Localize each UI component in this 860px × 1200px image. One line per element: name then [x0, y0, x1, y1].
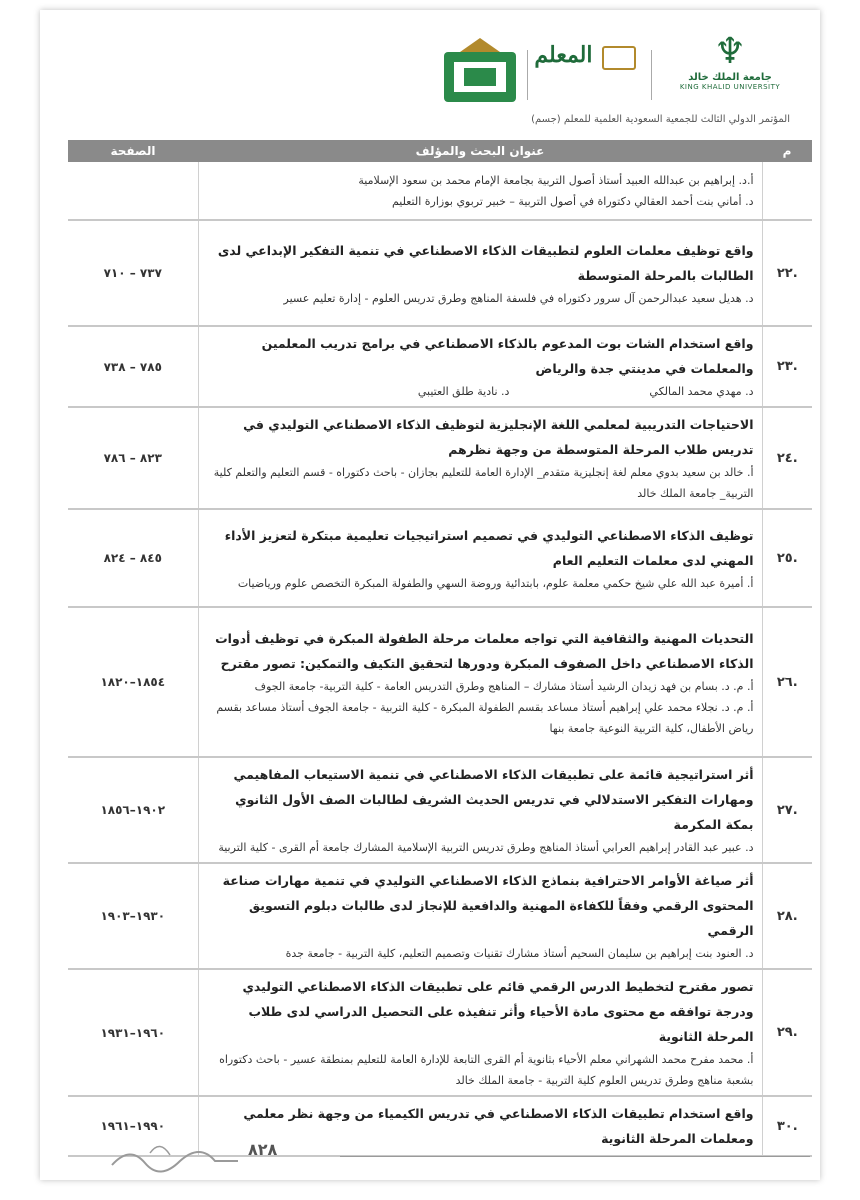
row-number: .٢٩ [762, 969, 812, 1096]
row-title: واقع استخدام تطبيقات الذكاء الاصطناعي في تدريس الكيمياء من وجهة نظر معلمي ومعلمات المرحلة الثانوية [243, 1106, 754, 1146]
row-author: أ. م. د. بسام بن فهد زيدان الرشيد أستاذ مشارك – المناهج وطرق التدريس العامة - كلية التربية- جامعة الجوف [254, 679, 754, 693]
row-number: .٢٢ [762, 220, 812, 326]
table-row [68, 326, 812, 407]
table-row [68, 162, 812, 220]
row-content [198, 1096, 762, 1156]
teacher-logo [530, 42, 640, 102]
row-number: .٢٤ [762, 407, 812, 509]
kku-name-en: KING KHALID UNIVERSITY [679, 83, 781, 91]
table-row [68, 509, 812, 607]
row-content [198, 863, 762, 969]
row-author: أ. م. د. نجلاء محمد علي إبراهيم أستاذ مساعد بقسم الطفولة المبكرة - كلية التربية - جامعة الجوف أستاذ مساعد بقسم رياض الأطفال، كلية التربية النوعية جامعة بنها [216, 700, 754, 735]
kku-name-ar: جامعة الملك خالد [688, 72, 772, 83]
row-number: .٢٣ [762, 326, 812, 407]
logo-divider [651, 50, 652, 100]
table-row [68, 969, 812, 1096]
row-title: واقع استخدام الشات بوت المدعوم بالذكاء الاصطناعي في برامج تدريب المعلمين والمعلمات في مدينتي جدة والرياض [261, 336, 754, 376]
column-header-page: الصفحة [68, 140, 198, 162]
row-pages: ١٩٩٠–١٩٦١ [68, 1096, 198, 1156]
calligraphy-ornament-icon [110, 1135, 240, 1175]
row-pages: ٨٤٥ – ٨٢٤ [68, 509, 198, 607]
table-row [68, 863, 812, 969]
row-author: د. نادية طلق العتيبي [417, 385, 510, 398]
row-pages: ١٨٥٤–١٨٢٠ [68, 607, 198, 757]
row-author: أ. أميرة عبد الله علي شيخ حكمي معلمة علوم، بابتدائية وروضة السهي والطفولة المبكرة التخصص علوم ورياضيات [237, 576, 754, 590]
page-number: ٨٢٨ [248, 1140, 278, 1159]
row-pages: ٧٣٧ – ٧١٠ [68, 220, 198, 326]
footer-divider [340, 1156, 810, 1157]
row-title: توظيف الذكاء الاصطناعي التوليدي في تصميم استراتيجيات تعليمية مبتكرة لتعزيز الأداء المهني لدى معلمات التعليم العام [224, 527, 754, 568]
row-title: الاحتياجات التدريبية لمعلمي اللغة الإنجليزية لتوظيف الذكاء الاصطناعي التوليدي في تدريس طلاب المرحلة المتوسطة من وجهة نظرهم [243, 417, 754, 457]
teacher-logo-text: المعلم [534, 42, 593, 68]
row-title: أثر صياغة الأوامر الاحترافية بنماذج الذكاء الاصطناعي التوليدي في تنمية مهارات صناعة المحتوى الرقمي وفقاً للكفاءة المهنية والدافعية للإنجاز لدى طالبات دبلوم التسويق الرقمي [222, 873, 754, 938]
row-title: تصور مقترح لتخطيط الدرس الرقمي قائم على تطبيقات الذكاء الاصطناعي التوليدي ودرجة توافقه مع محتوى مادة الأحياء وأثر تنفيذه على التحصيل الدراسي لدى طلاب المرحلة الثانوية [242, 979, 754, 1044]
row-pages: ١٩٦٠–١٩٣١ [68, 969, 198, 1096]
table-of-contents [68, 140, 812, 1157]
table-row [68, 407, 812, 509]
row-author: د. أماني بنت أحمد العقالي دكتوراة في أصول التربية – خبير تربوي بوزارة التعليم [391, 194, 754, 208]
row-author: د. مهدي محمد المالكي [649, 385, 754, 398]
kku-logo [660, 32, 800, 104]
table-header-row [68, 140, 812, 162]
row-title: واقع توظيف معلمات العلوم لتطبيقات الذكاء الاصطناعي في تنمية التفكير الإبداعي لدى الطالبات بالمرحلة المتوسطة [217, 242, 754, 283]
row-number: .٢٦ [762, 607, 812, 757]
table-row [68, 607, 812, 757]
row-title: أثر استراتيجية قائمة على تطبيقات الذكاء الاصطناعي في تنمية الاستيعاب المفاهيمي ومهارات التفكير الاستدلالي في تدريس الحديث الشريف لطالبات الصف الأول الثانوي بمكة المكرمة [233, 767, 754, 832]
row-pages: ١٩٣٠–١٩٠٣ [68, 863, 198, 969]
row-content [198, 607, 762, 757]
row-content [198, 509, 762, 607]
logo-divider [527, 50, 528, 100]
row-pages: ١٩٠٢–١٨٥٦ [68, 757, 198, 863]
row-author: د. العنود بنت إبراهيم بن سليمان السحيم أستاذ مشارك تقنيات وتصميم التعليم، كلية التربية - جامعة جدة [285, 947, 754, 960]
row-content [198, 326, 762, 407]
conference-title: المؤتمر الدولي الثالث للجمعية السعودية العلمية للمعلم (جسم) [531, 114, 790, 125]
row-number [762, 162, 812, 220]
row-content [198, 757, 762, 863]
document-page [40, 10, 820, 1180]
page-header [40, 10, 820, 132]
table-row [68, 220, 812, 326]
row-number: .٢٧ [762, 757, 812, 863]
row-title: التحديات المهنية والثقافية التي تواجه معلمات مرحلة الطفولة المبكرة في توظيف أدوات الذكاء الاصطناعي داخل الصفوف المبكرة ودورها لتحقيق التكيف والتمكين: تصور مقترح [215, 630, 754, 671]
row-content [198, 969, 762, 1096]
row-author: أ.د. إبراهيم بن عبدالله العبيد أستاذ أصول التربية بجامعة الإمام محمد بن سعود الإسلامية [358, 173, 754, 187]
row-author: د. عبير عبد القادر إبراهيم العرابي أستاذ المناهج وطرق تدريس التربية الإسلامية المشارك جامعة أم القرى - كلية التربية [218, 841, 754, 854]
row-number: .٢٥ [762, 509, 812, 607]
row-number: .٢٨ [762, 863, 812, 969]
column-header-num: م [762, 140, 812, 162]
row-pages: ٧٨٥ – ٧٣٨ [68, 326, 198, 407]
row-content [198, 220, 762, 326]
row-authors [205, 381, 754, 402]
table-row [68, 757, 812, 863]
row-content [198, 407, 762, 509]
row-author: أ. محمد مفرح محمد الشهراني معلم الأحياء بثانوية أم القرى التابعة للإدارة العامة للتعليم بمنطقة عسير - باحث دكتوراه بشعبة مناهج وطرق تدريس العلوم كلية التربية - جامعة الملك خالد [219, 1053, 754, 1087]
book-icon [602, 46, 636, 70]
row-pages: ٨٢٣ – ٧٨٦ [68, 407, 198, 509]
row-number: .٣٠ [762, 1096, 812, 1156]
row-author: د. هديل سعيد عبدالرحمن آل سرور دكتوراه في فلسفة المناهج وطرق تدريس العلوم - إدارة تعليم عسير [283, 291, 754, 305]
palm-swords-icon: ♆ [713, 31, 747, 72]
row-content [198, 162, 762, 220]
jsm-society-logo [440, 38, 520, 106]
column-header-title: عنوان البحث والمؤلف [198, 140, 762, 162]
row-author: أ. خالد بن سعيد بدوي معلم لغة إنجليزية متقدم_ الإدارة العامة للتعليم بجازان - باحث دكتوراه - قسم التعليم والتعلم كلية التربية_ جامعة الملك خالد [213, 466, 754, 500]
row-pages [68, 162, 198, 220]
